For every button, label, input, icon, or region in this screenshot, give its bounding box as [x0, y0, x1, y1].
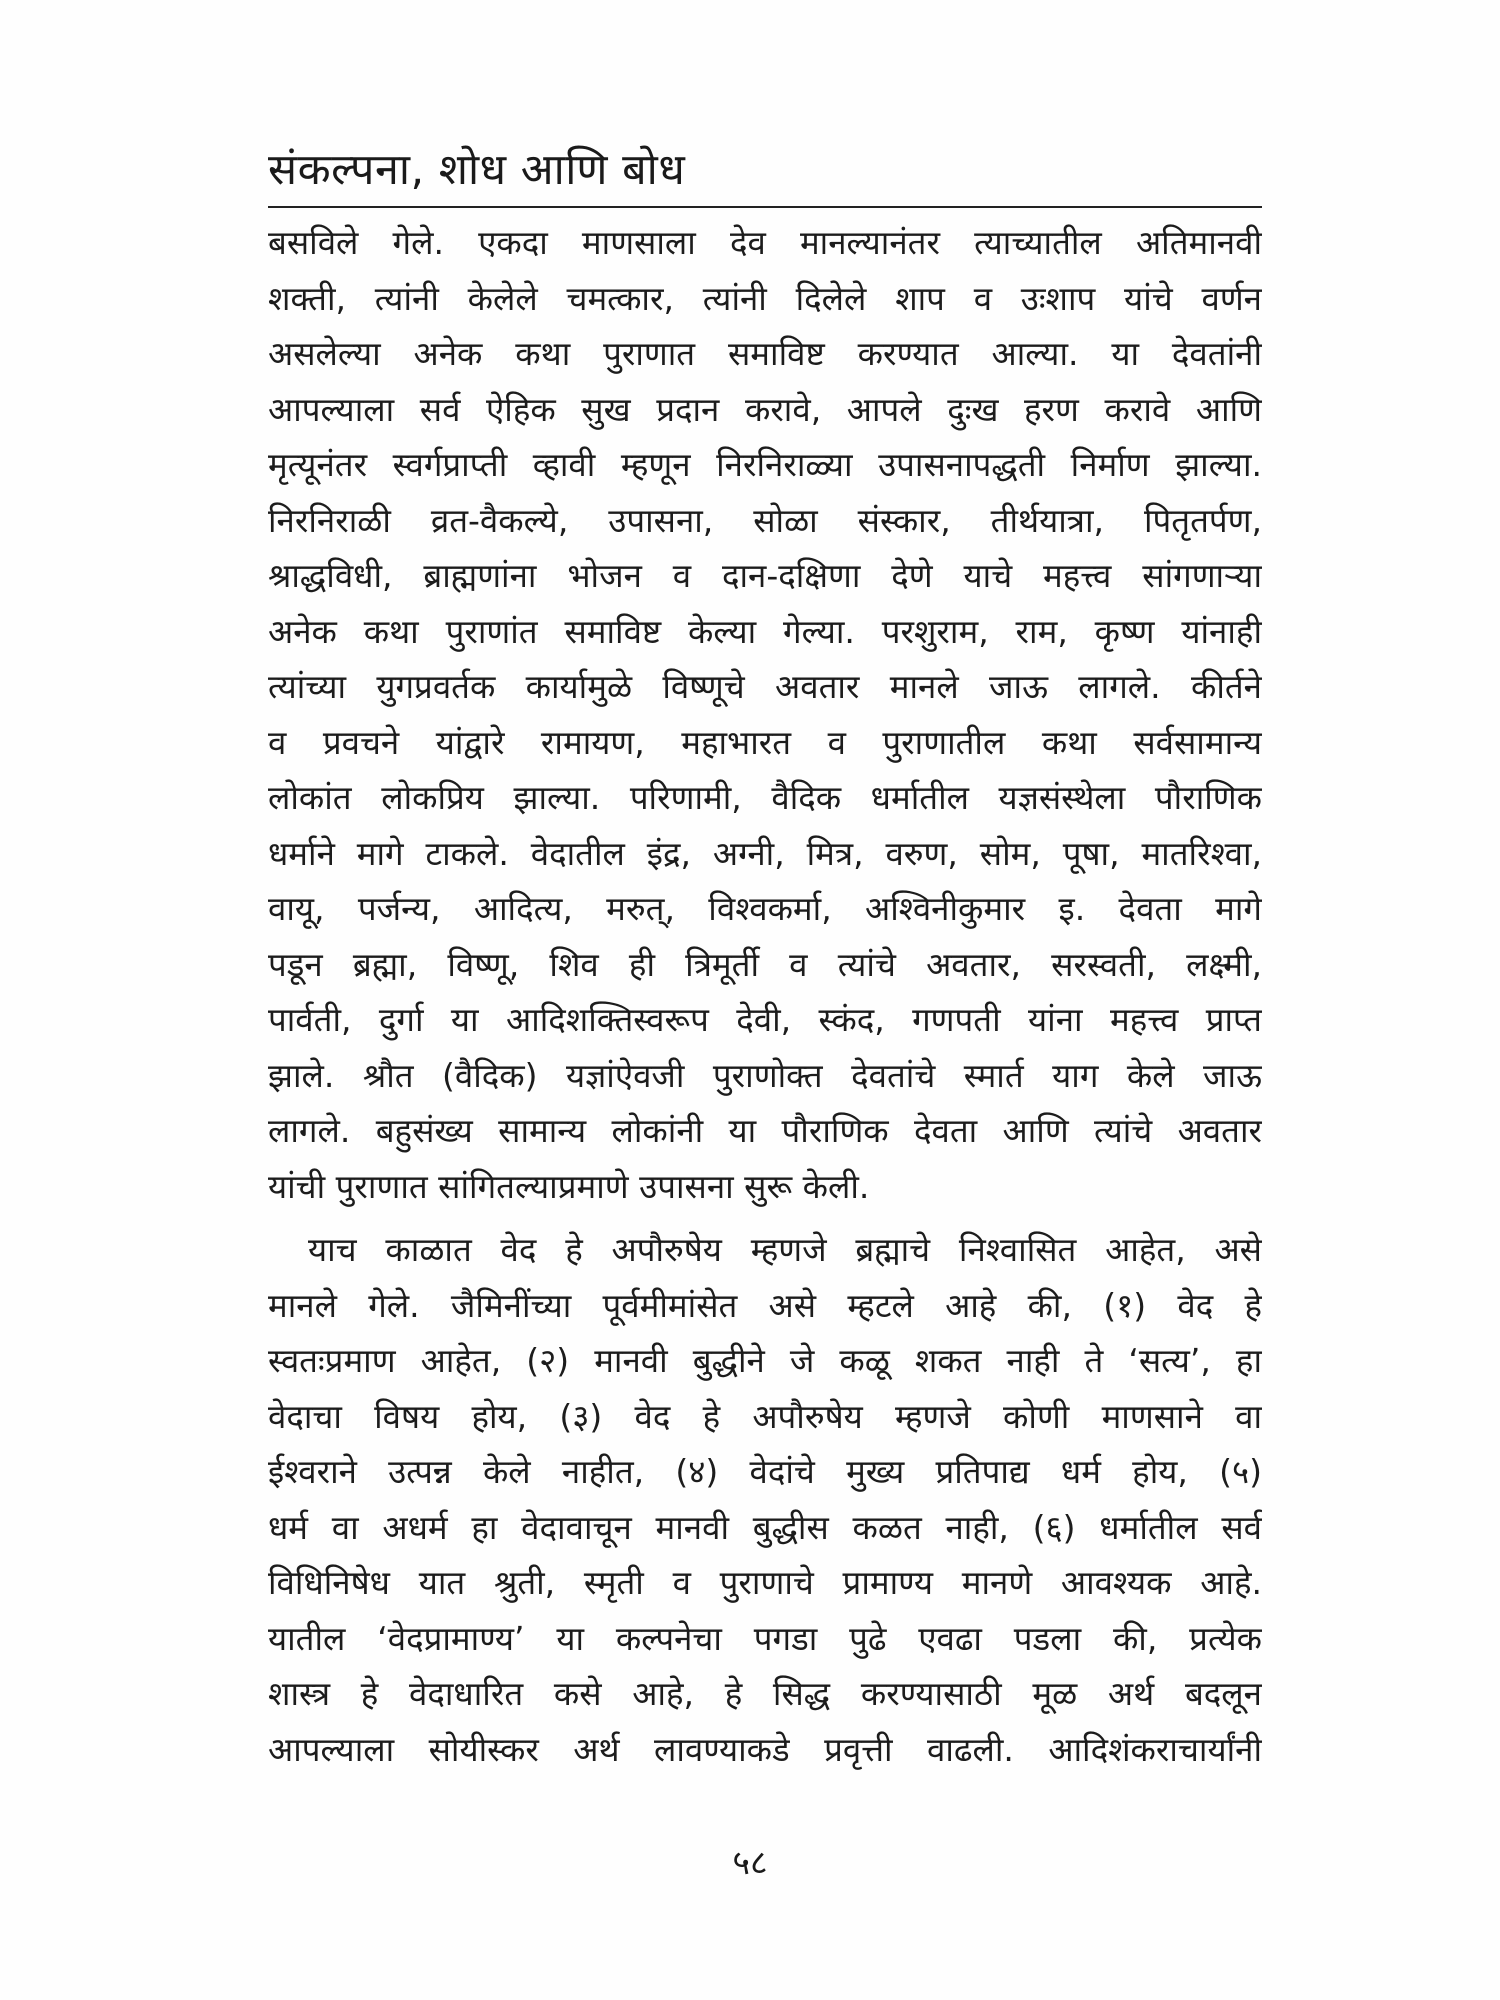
- text-line: लोकांत लोकप्रिय झाल्या. परिणामी, वैदिक धर्मातील यज्ञसंस्थेला पौराणिक: [268, 778, 1262, 817]
- text-line: ईश्वराने उत्पन्न केले नाहीत, (४) वेदांचे मुख्य प्रतिपाद्य धर्म होय, (५): [268, 1452, 1262, 1491]
- text-line: आपल्याला सोयीस्कर अर्थ लावण्याकडे प्रवृत्ती वाढली. आदिशंकराचार्यांनी: [268, 1729, 1262, 1769]
- running-head: [268, 140, 1258, 208]
- text-line: लागले. बहुसंख्य सामान्य लोकांनी या पौराणिक देवता आणि त्यांचे अवतार: [268, 1111, 1262, 1150]
- text-line: बसविले गेले. एकदा माणसाला देव मानल्यानंतर त्याच्यातील अतिमानवी: [268, 223, 1262, 262]
- text-line: धर्माने मागे टाकले. वेदातील इंद्र, अग्नी, मित्र, वरुण, सोम, पूषा, मातरिश्वा,: [268, 833, 1262, 873]
- paragraph-1: [268, 215, 1262, 1214]
- text-line: वेदाचा विषय होय, (३) वेद हे अपौरुषेय म्हणजे कोणी माणसाने वा: [268, 1396, 1262, 1436]
- text-line: पडून ब्रह्मा, विष्णू, शिव ही त्रिमूर्ती व त्यांचे अवतार, सरस्वती, लक्ष्मी,: [268, 944, 1262, 984]
- page-number: ५८: [732, 1843, 768, 1883]
- text-line: अनेक कथा पुराणांत समाविष्ट केल्या गेल्या. परशुराम, राम, कृष्ण यांनाही: [268, 611, 1262, 651]
- text-line: श्राद्धविधी, ब्राह्मणांना भोजन व दान-दक्षिणा देणे याचे महत्त्व सांगणाऱ्या: [268, 556, 1262, 595]
- text-line: स्वतःप्रमाण आहेत, (२) मानवी बुद्धीने जे कळू शकत नाही ते ‘सत्य’, हा: [268, 1341, 1262, 1380]
- running-head-title: संकल्पना, शोध आणि बोध: [268, 145, 686, 195]
- header-rule: [268, 206, 1262, 208]
- text-line: यांची पुराणात सांगितल्याप्रमाणे उपासना सुरू केली.: [268, 1166, 870, 1206]
- text-line: वायू, पर्जन्य, आदित्य, मरुत्, विश्वकर्मा, अश्विनीकुमार इ. देवता मागे: [268, 889, 1262, 928]
- text-line: झाले. श्रौत (वैदिक) यज्ञांऐवजी पुराणोक्त देवतांचे स्मार्त याग केले जाऊ: [268, 1055, 1262, 1095]
- text-line: आपल्याला सर्व ऐहिक सुख प्रदान करावे, आपले दुःख हरण करावे आणि: [268, 389, 1262, 429]
- paragraph-gap: [268, 1214, 1262, 1222]
- text-line: मानले गेले. जैमिनींच्या पूर्वमीमांसेत असे म्हटले आहे की, (१) वेद हे: [268, 1285, 1262, 1325]
- text-line: यातील ‘वेदप्रामाण्य’ या कल्पनेचा पगडा पुढे एवढा पडला की, प्रत्येक: [268, 1618, 1262, 1658]
- text-line: पार्वती, दुर्गा या आदिशक्तिस्वरूप देवी, स्कंद, गणपती यांना महत्त्व प्राप्त: [268, 1000, 1262, 1039]
- body-text: [268, 215, 1262, 1777]
- text-line: निरनिराळी व्रत-वैकल्ये, उपासना, सोळा संस्कार, तीर्थयात्रा, पितृतर्पण,: [268, 500, 1262, 540]
- text-line: त्यांच्या युगप्रवर्तक कार्यामुळे विष्णूचे अवतार मानले जाऊ लागले. कीर्तने: [268, 667, 1262, 706]
- text-line: शक्ती, त्यांनी केलेले चमत्कार, त्यांनी दिलेले शाप व उःशाप यांचे वर्णन: [268, 278, 1262, 318]
- text-line: व प्रवचने यांद्वारे रामायण, महाभारत व पुराणातील कथा सर्वसामान्य: [268, 722, 1262, 762]
- text-line: विधिनिषेध यात श्रुती, स्मृती व पुराणाचे प्रामाण्य मानणे आवश्यक आहे.: [268, 1563, 1262, 1602]
- text-line: असलेल्या अनेक कथा पुराणात समाविष्ट करण्यात आल्या. या देवतांनी: [268, 334, 1262, 373]
- text-line: शास्त्र हे वेदाधारित कसे आहे, हे सिद्ध करण्यासाठी मूळ अर्थ बदलून: [268, 1674, 1262, 1713]
- paragraph-2: [268, 1222, 1262, 1777]
- text-line: मृत्यूनंतर स्वर्गप्राप्ती व्हावी म्हणून निरनिराळ्या उपासनापद्धती निर्माण झाल्या.: [268, 445, 1262, 484]
- text-line: याच काळात वेद हे अपौरुषेय म्हणजे ब्रह्माचे निश्वासित आहेत, असे: [308, 1230, 1262, 1269]
- text-line: धर्म वा अधर्म हा वेदावाचून मानवी बुद्धीस कळत नाही, (६) धर्मातील सर्व: [268, 1507, 1262, 1547]
